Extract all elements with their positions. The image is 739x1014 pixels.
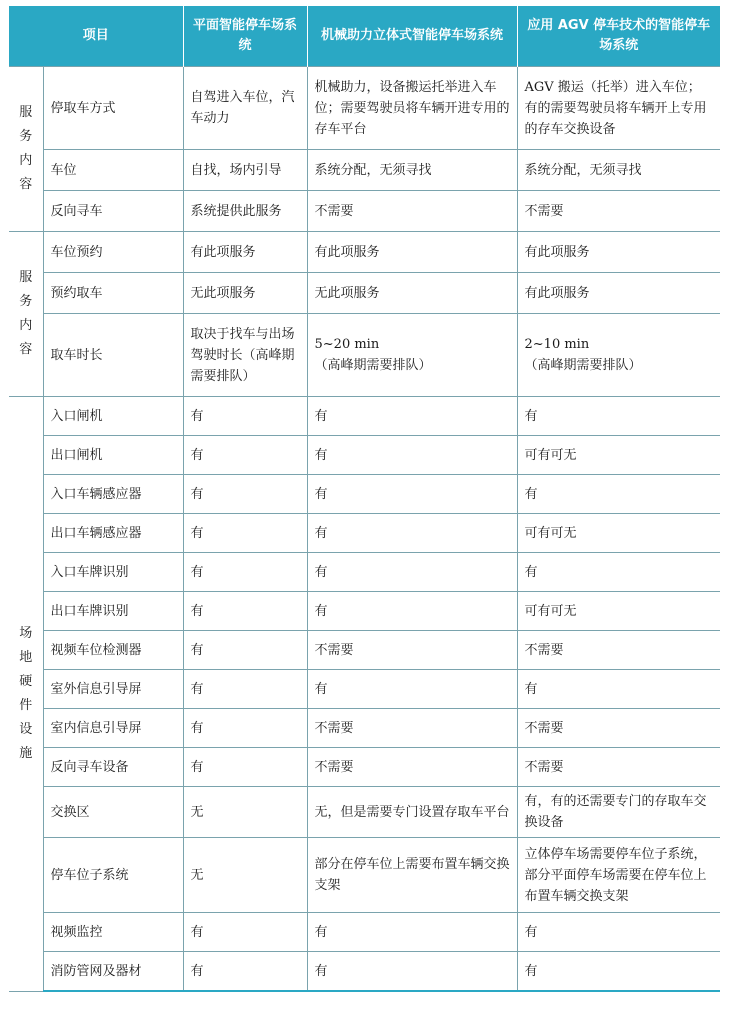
- cell-flat: 有此项服务: [183, 232, 307, 273]
- cell-agv: 可有可无: [517, 514, 720, 553]
- cell-flat: 有: [183, 553, 307, 592]
- cell-mechanical: 不需要: [307, 631, 517, 670]
- table-row: [9, 553, 720, 592]
- header-flat-system: 平面智能停车场系统: [183, 6, 307, 67]
- table-row: [9, 787, 720, 838]
- cell-agv: 可有可无: [517, 436, 720, 475]
- pickup-time-range: 2~10 min: [524, 337, 590, 352]
- table-row: [9, 314, 720, 397]
- cell-flat: 有: [183, 436, 307, 475]
- table-row: [9, 232, 720, 273]
- cell-agv: 有: [517, 475, 720, 514]
- cell-flat: 有: [183, 592, 307, 631]
- cell-agv: 有: [517, 670, 720, 709]
- pickup-time-range: 5~20 min: [314, 337, 380, 352]
- cell-mechanical: 不需要: [307, 191, 517, 232]
- pickup-time-note: （高峰期需要排队）: [524, 358, 642, 373]
- cell-mechanical: 有此项服务: [307, 232, 517, 273]
- table-row: [9, 748, 720, 787]
- cell-mechanical: [307, 314, 517, 397]
- cell-agv: 有此项服务: [517, 273, 720, 314]
- row-item: 入口车辆感应器: [43, 475, 183, 514]
- group-label-service-2: 服 务 内 容: [9, 232, 43, 397]
- cell-agv: 有: [517, 952, 720, 992]
- row-item: 入口车牌识别: [43, 553, 183, 592]
- group-label-service-1: 服 务 内 容: [9, 67, 43, 232]
- row-item: 消防管网及器材: [43, 952, 183, 992]
- row-item: 室内信息引导屏: [43, 709, 183, 748]
- row-item: 反向寻车设备: [43, 748, 183, 787]
- cell-mechanical: 有: [307, 592, 517, 631]
- cell-agv: 有: [517, 397, 720, 436]
- cell-flat: 有: [183, 952, 307, 992]
- cell-flat: 有: [183, 475, 307, 514]
- table-row: [9, 273, 720, 314]
- header-agv-system: 应用 AGV 停车技术的智能停车场系统: [517, 6, 720, 67]
- cell-flat: 无此项服务: [183, 273, 307, 314]
- cell-mechanical: 无此项服务: [307, 273, 517, 314]
- row-item: 预约取车: [43, 273, 183, 314]
- cell-flat: 取决于找车与出场驾驶时长（高峰期需要排队）: [183, 314, 307, 397]
- table-row: [9, 191, 720, 232]
- row-item: 车位: [43, 150, 183, 191]
- row-item: 交换区: [43, 787, 183, 838]
- row-item: 出口车牌识别: [43, 592, 183, 631]
- cell-mechanical: 有: [307, 514, 517, 553]
- cell-mechanical: 系统分配，无须寻找: [307, 150, 517, 191]
- table-row: [9, 514, 720, 553]
- table-row: [9, 436, 720, 475]
- table-row: [9, 952, 720, 992]
- cell-mechanical: 有: [307, 952, 517, 992]
- table-row: [9, 670, 720, 709]
- cell-agv: 有，有的还需要专门的存取车交换设备: [517, 787, 720, 838]
- cell-flat: 无: [183, 787, 307, 838]
- cell-mechanical: 无，但是需要专门设置存取车平台: [307, 787, 517, 838]
- cell-agv: 立体停车场需要停车位子系统，部分平面停车场需要在停车位上布置车辆交换支架: [517, 838, 720, 913]
- cell-agv: 不需要: [517, 191, 720, 232]
- row-item: 车位预约: [43, 232, 183, 273]
- table-row: [9, 838, 720, 913]
- cell-mechanical: 部分在停车位上需要布置车辆交换支架: [307, 838, 517, 913]
- table-header-row: [9, 6, 720, 67]
- cell-mechanical: 不需要: [307, 748, 517, 787]
- cell-agv: 不需要: [517, 709, 720, 748]
- table-row: [9, 592, 720, 631]
- header-mechanical-system: 机械助力立体式智能停车场系统: [307, 6, 517, 67]
- row-item: 视频监控: [43, 913, 183, 952]
- cell-mechanical: 有: [307, 436, 517, 475]
- table-row: [9, 150, 720, 191]
- comparison-table: [9, 6, 720, 992]
- cell-agv: 可有可无: [517, 592, 720, 631]
- header-item: 项目: [9, 6, 183, 67]
- row-item: 停取车方式: [43, 67, 183, 150]
- cell-flat: 自驾进入车位，汽车动力: [183, 67, 307, 150]
- cell-mechanical: 有: [307, 670, 517, 709]
- cell-flat: 自找，场内引导: [183, 150, 307, 191]
- cell-mechanical: 机械助力，设备搬运托举进入车位；需要驾驶员将车辆开进专用的存车平台: [307, 67, 517, 150]
- cell-flat: 有: [183, 913, 307, 952]
- table-row: [9, 709, 720, 748]
- row-item: 取车时长: [43, 314, 183, 397]
- cell-agv: [517, 314, 720, 397]
- cell-mechanical: 有: [307, 553, 517, 592]
- cell-mechanical: 有: [307, 397, 517, 436]
- cell-agv: 有: [517, 553, 720, 592]
- row-item: 停车位子系统: [43, 838, 183, 913]
- group-label-hardware: 场 地 硬 件 设 施: [9, 397, 43, 992]
- cell-flat: 有: [183, 397, 307, 436]
- table-row: [9, 397, 720, 436]
- row-item: 出口闸机: [43, 436, 183, 475]
- cell-agv: 不需要: [517, 631, 720, 670]
- row-item: 视频车位检测器: [43, 631, 183, 670]
- cell-mechanical: 不需要: [307, 709, 517, 748]
- cell-flat: 有: [183, 514, 307, 553]
- cell-mechanical: 有: [307, 475, 517, 514]
- cell-mechanical: 有: [307, 913, 517, 952]
- table-row: [9, 631, 720, 670]
- cell-flat: 有: [183, 631, 307, 670]
- cell-flat: 无: [183, 838, 307, 913]
- row-item: 反向寻车: [43, 191, 183, 232]
- row-item: 出口车辆感应器: [43, 514, 183, 553]
- pickup-time-note: （高峰期需要排队）: [314, 358, 432, 373]
- row-item: 入口闸机: [43, 397, 183, 436]
- cell-agv: 不需要: [517, 748, 720, 787]
- table-row: [9, 475, 720, 514]
- cell-agv: 有此项服务: [517, 232, 720, 273]
- cell-flat: 有: [183, 709, 307, 748]
- table-row: [9, 67, 720, 150]
- cell-agv: AGV 搬运（托举）进入车位；有的需要驾驶员将车辆开上专用的存车交换设备: [517, 67, 720, 150]
- cell-flat: 系统提供此服务: [183, 191, 307, 232]
- cell-agv: 有: [517, 913, 720, 952]
- row-item: 室外信息引导屏: [43, 670, 183, 709]
- table-row: [9, 913, 720, 952]
- cell-flat: 有: [183, 748, 307, 787]
- cell-flat: 有: [183, 670, 307, 709]
- cell-agv: 系统分配，无须寻找: [517, 150, 720, 191]
